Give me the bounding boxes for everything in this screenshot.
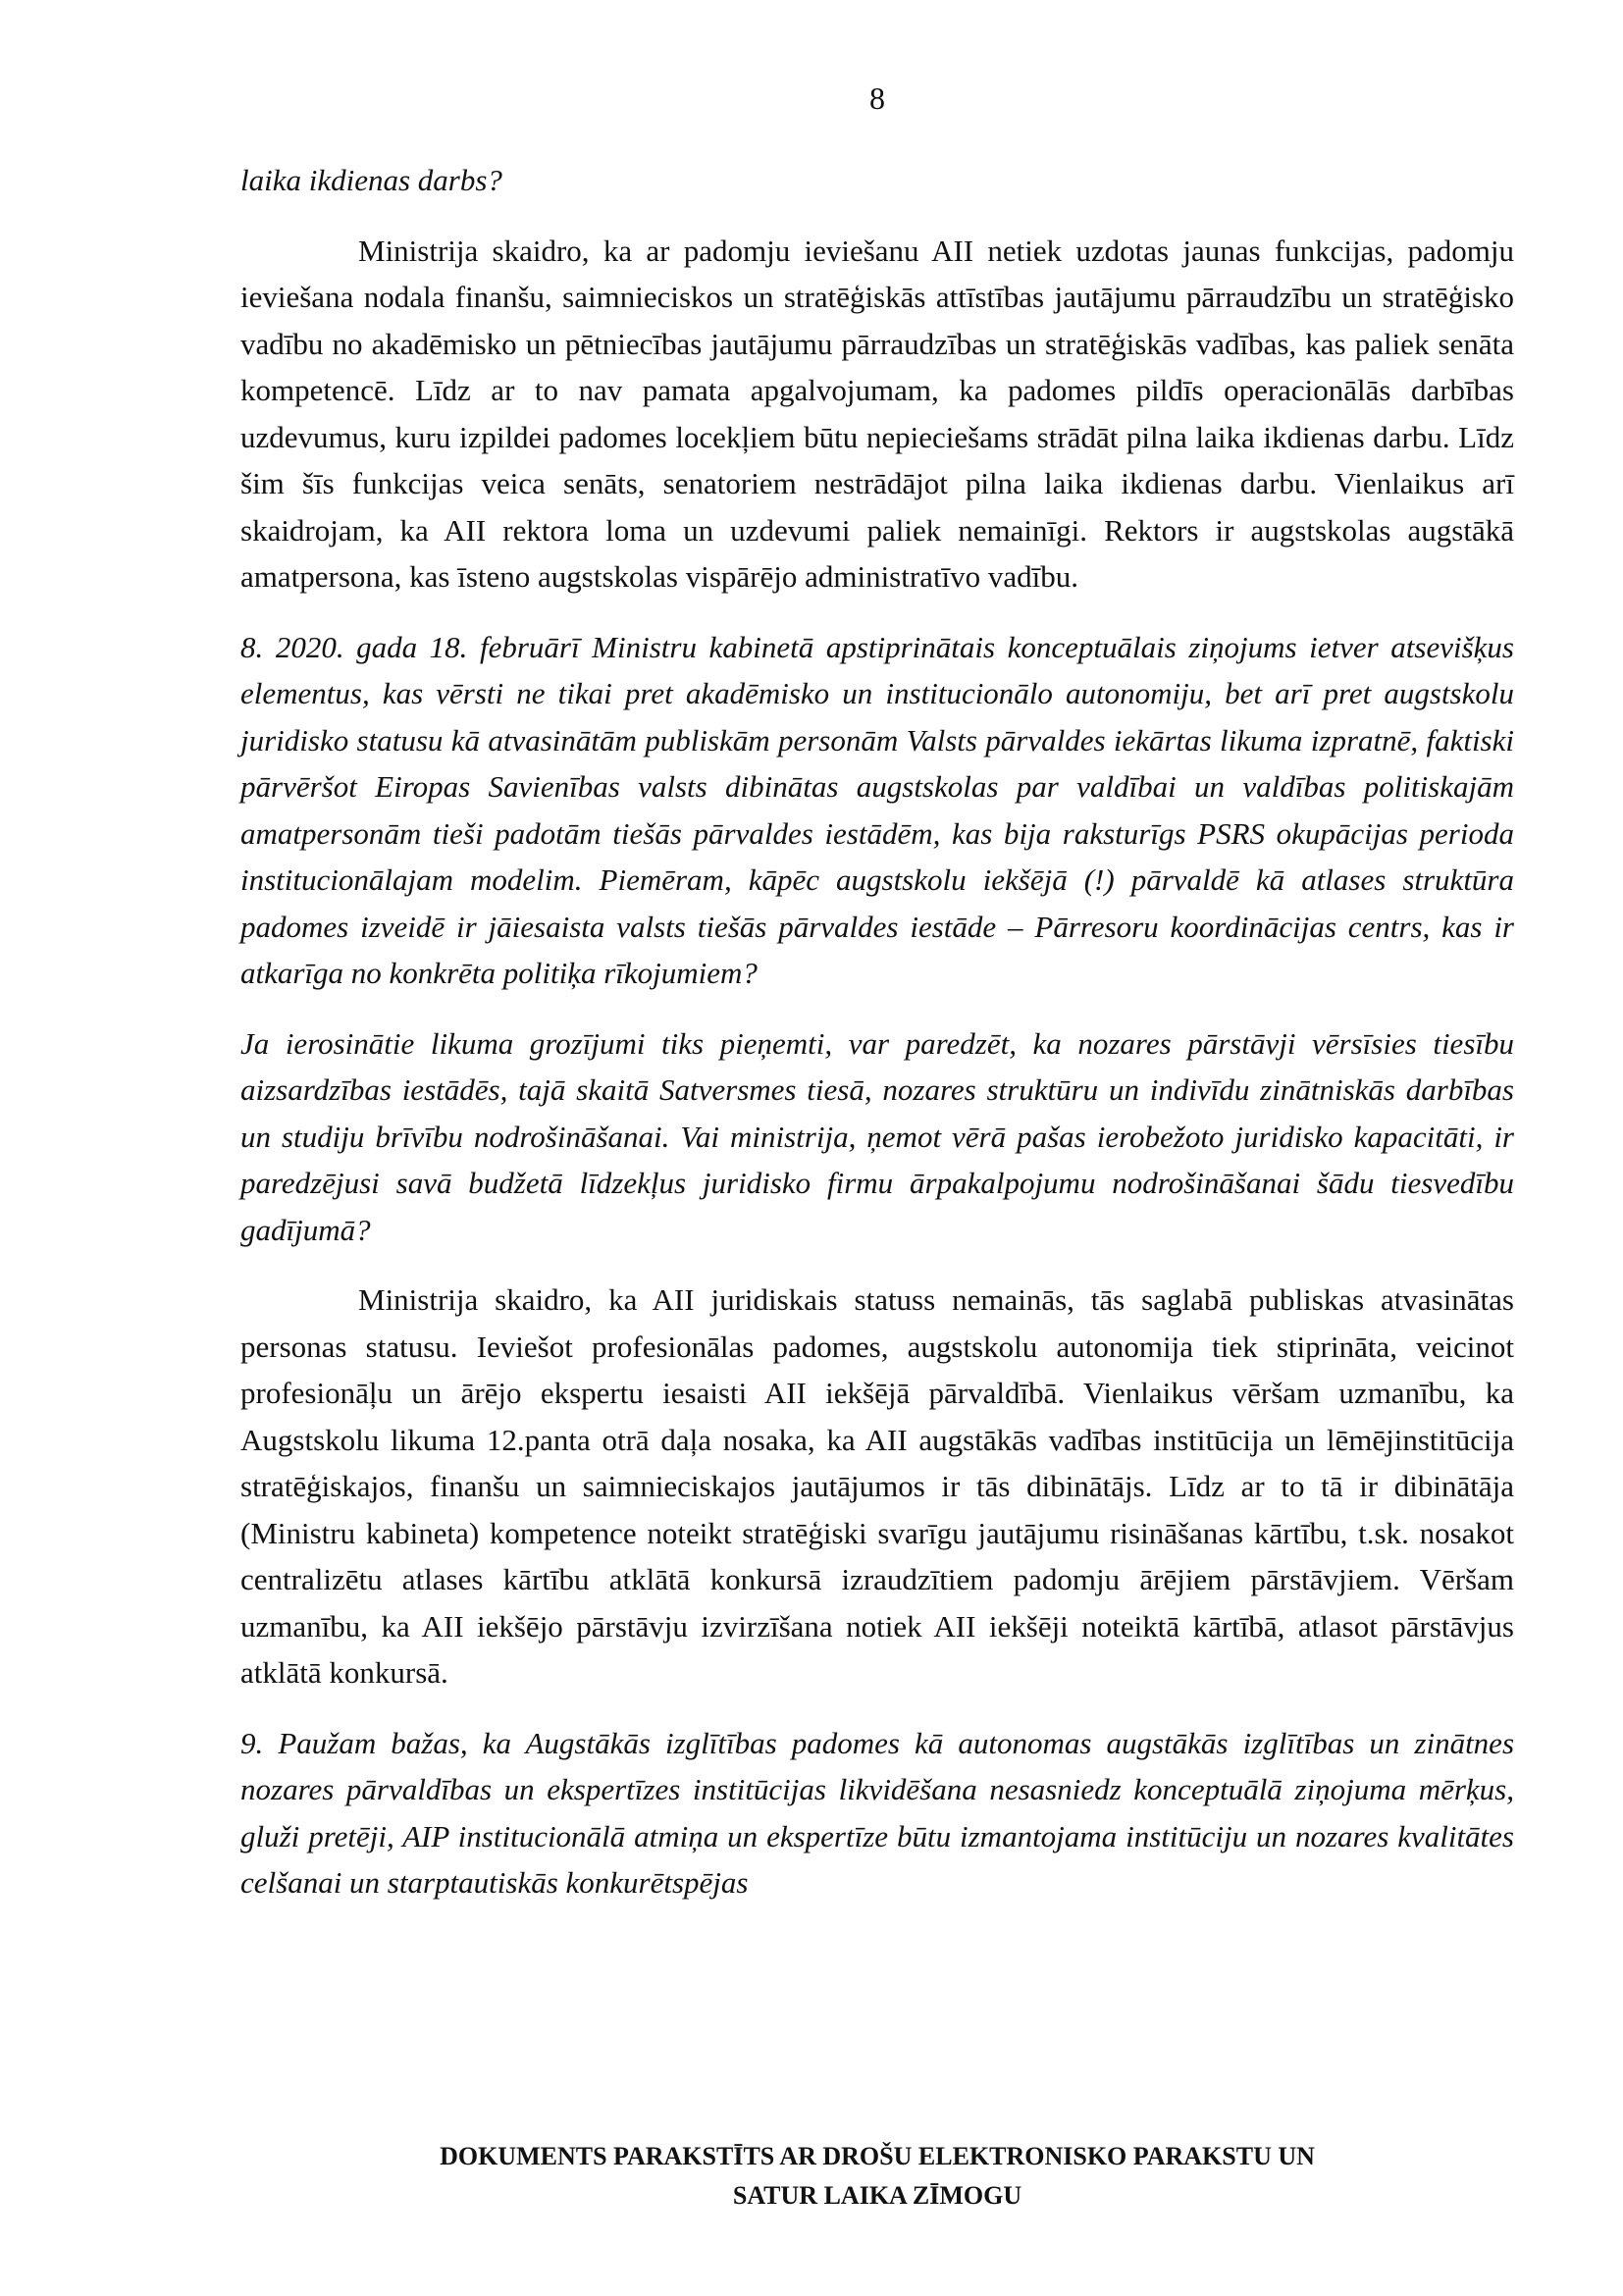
question-item-9 <box>240 1720 1514 1906</box>
question-continuation: laika ikdienas darbs? <box>240 163 502 197</box>
footer-line-2: SATUR LAIKA ZĪMOGU <box>732 2181 1022 2210</box>
footer-line-1: DOKUMENTS PARAKSTĪTS AR DROŠU ELEKTRONISKO PARAKSTU UN <box>440 2142 1315 2170</box>
ministry-answer-paragraph: Ministrija skaidro, ka AII juridiskais statuss nemainās, tās saglabā publiskas atvasinātas personas statusu. Ieviešot profesionālas padomes, augstskolu autonomija tiek stiprināta, veicinot profesionāļu un ārējo ekspertu iesaisti AII iekšējā pārvaldībā. Vienlaikus vēršam uzmanību, ka Augstskolu likuma 12.panta otrā daļa nosaka, ka AII augstākās vadības institūcija un lēmējinstitūcija stratēģiskajos, finanšu un saimnieciskajos jautājumos ir tās dibinātājs. Līdz ar to tā ir dibinātāja (Ministru kabineta) kompetence noteikt stratēģiski svarīgu jautājumu risināšanas kārtību, t.sk. nosakot centralizētu atlases kārtību atklātā konkursā izraudzītiem padomju ārējiem pārstāvjiem. Vēršam uzmanību, ka AII iekšējo pārstāvju izvirzīšana notiek AII iekšēji noteiktā kārtībā, atlasot pārstāvjus atklātā konkursā. <box>240 1282 1514 1690</box>
item-number: 9. <box>240 1725 264 1760</box>
document-body <box>240 157 1514 1906</box>
ministry-answer-paragraph: Ministrija skaidro, ka ar padomju ieviešanu AII netiek uzdotas jaunas funkcijas, padomju ieviešana nodala finanšu, saimnieciskos un stratēģiskās attīstības jautājumu pārraudzību un stratēģisko vadību no akadēmisko un pētniecības jautājumu pārraudzības un stratēģiskās vadības, kas paliek senāta kompetencē. Līdz ar to nav pamata apgalvojumam, ka padomes pildīs operacionālās darbības uzdevumus, kuru izpildei padomes locekļiem būtu nepieciešams strādāt pilna laika ikdienas darbu. Līdz šim šīs funkcijas veica senāts, senatoriem nestrādājot pilna laika ikdienas darbu. Vienlaikus arī skaidrojam, ka AII rektora loma un uzdevumi paliek nemainīgi. Rektors ir augstskolas augstākā amatpersona, kas īsteno augstskolas vispārējo administratīvo vadību. <box>240 233 1514 594</box>
page-number: 8 <box>869 80 885 116</box>
item-text: 2020. gada 18. februārī Ministru kabinetā apstiprinātais konceptuālais ziņojums ietver atsevišķus elementus, kas vērsti ne tikai pret akadēmisko un institucionālo autonomiju, bet arī pret augstskolu juridisko statusu kā atvasinātām publiskām personām Valsts pārvaldes iekārtas likuma izpratnē, faktiski pārvēršot Eiropas Savienības valsts dibinātas augstskolas par valdībai un valdības politiskajām amatpersonām tieši padotām tiešās pārvaldes iestādēm, kas bija raksturīgs PSRS okupācijas perioda institucionālajam modelim. Piemēram, kāpēc augstskolu iekšējā (!) pārvaldē kā atlases struktūra padomes izveidē ir jāiesaista valsts tiešās pārvaldes iestāde – Pārresoru koordinācijas centrs, kas ir atkarīga no konkrēta politiķa rīkojumiem? <box>240 629 1514 990</box>
item-number: 8. <box>240 629 264 664</box>
question-paragraph: Ja ierosinātie likuma grozījumi tiks pieņemti, var paredzēt, ka nozares pārstāvji vērsīsies tiesību aizsardzības iestādēs, tajā skaitā Satversmes tiesā, nozares struktūru un indivīdu zinātniskās darbības un studiju brīvību nodrošināšanai. Vai ministrija, ņemot vērā pašas ierobežoto juridisko kapacitāti, ir paredzējusi savā budžetā līdzekļus juridisko firmu ārpakalpojumu nodrošināšanai šādu tiesvedību gadījumā? <box>240 1025 1514 1247</box>
question-item-8 <box>240 624 1514 997</box>
signature-footer <box>240 2137 1514 2216</box>
item-text: Paužam bažas, ka Augstākās izglītības padomes kā autonomas augstākās izglītības un zinātnes nozares pārvaldības un ekspertīzes institūcijas likvidēšana nesasniedz konceptuālā ziņojuma mērķus, gluži pretēji, AIP institucionālā atmiņa un ekspertīze būtu izmantojama institūciju un nozares kvalitātes celšanai un starptautiskās konkurētspējas <box>240 1725 1515 1900</box>
